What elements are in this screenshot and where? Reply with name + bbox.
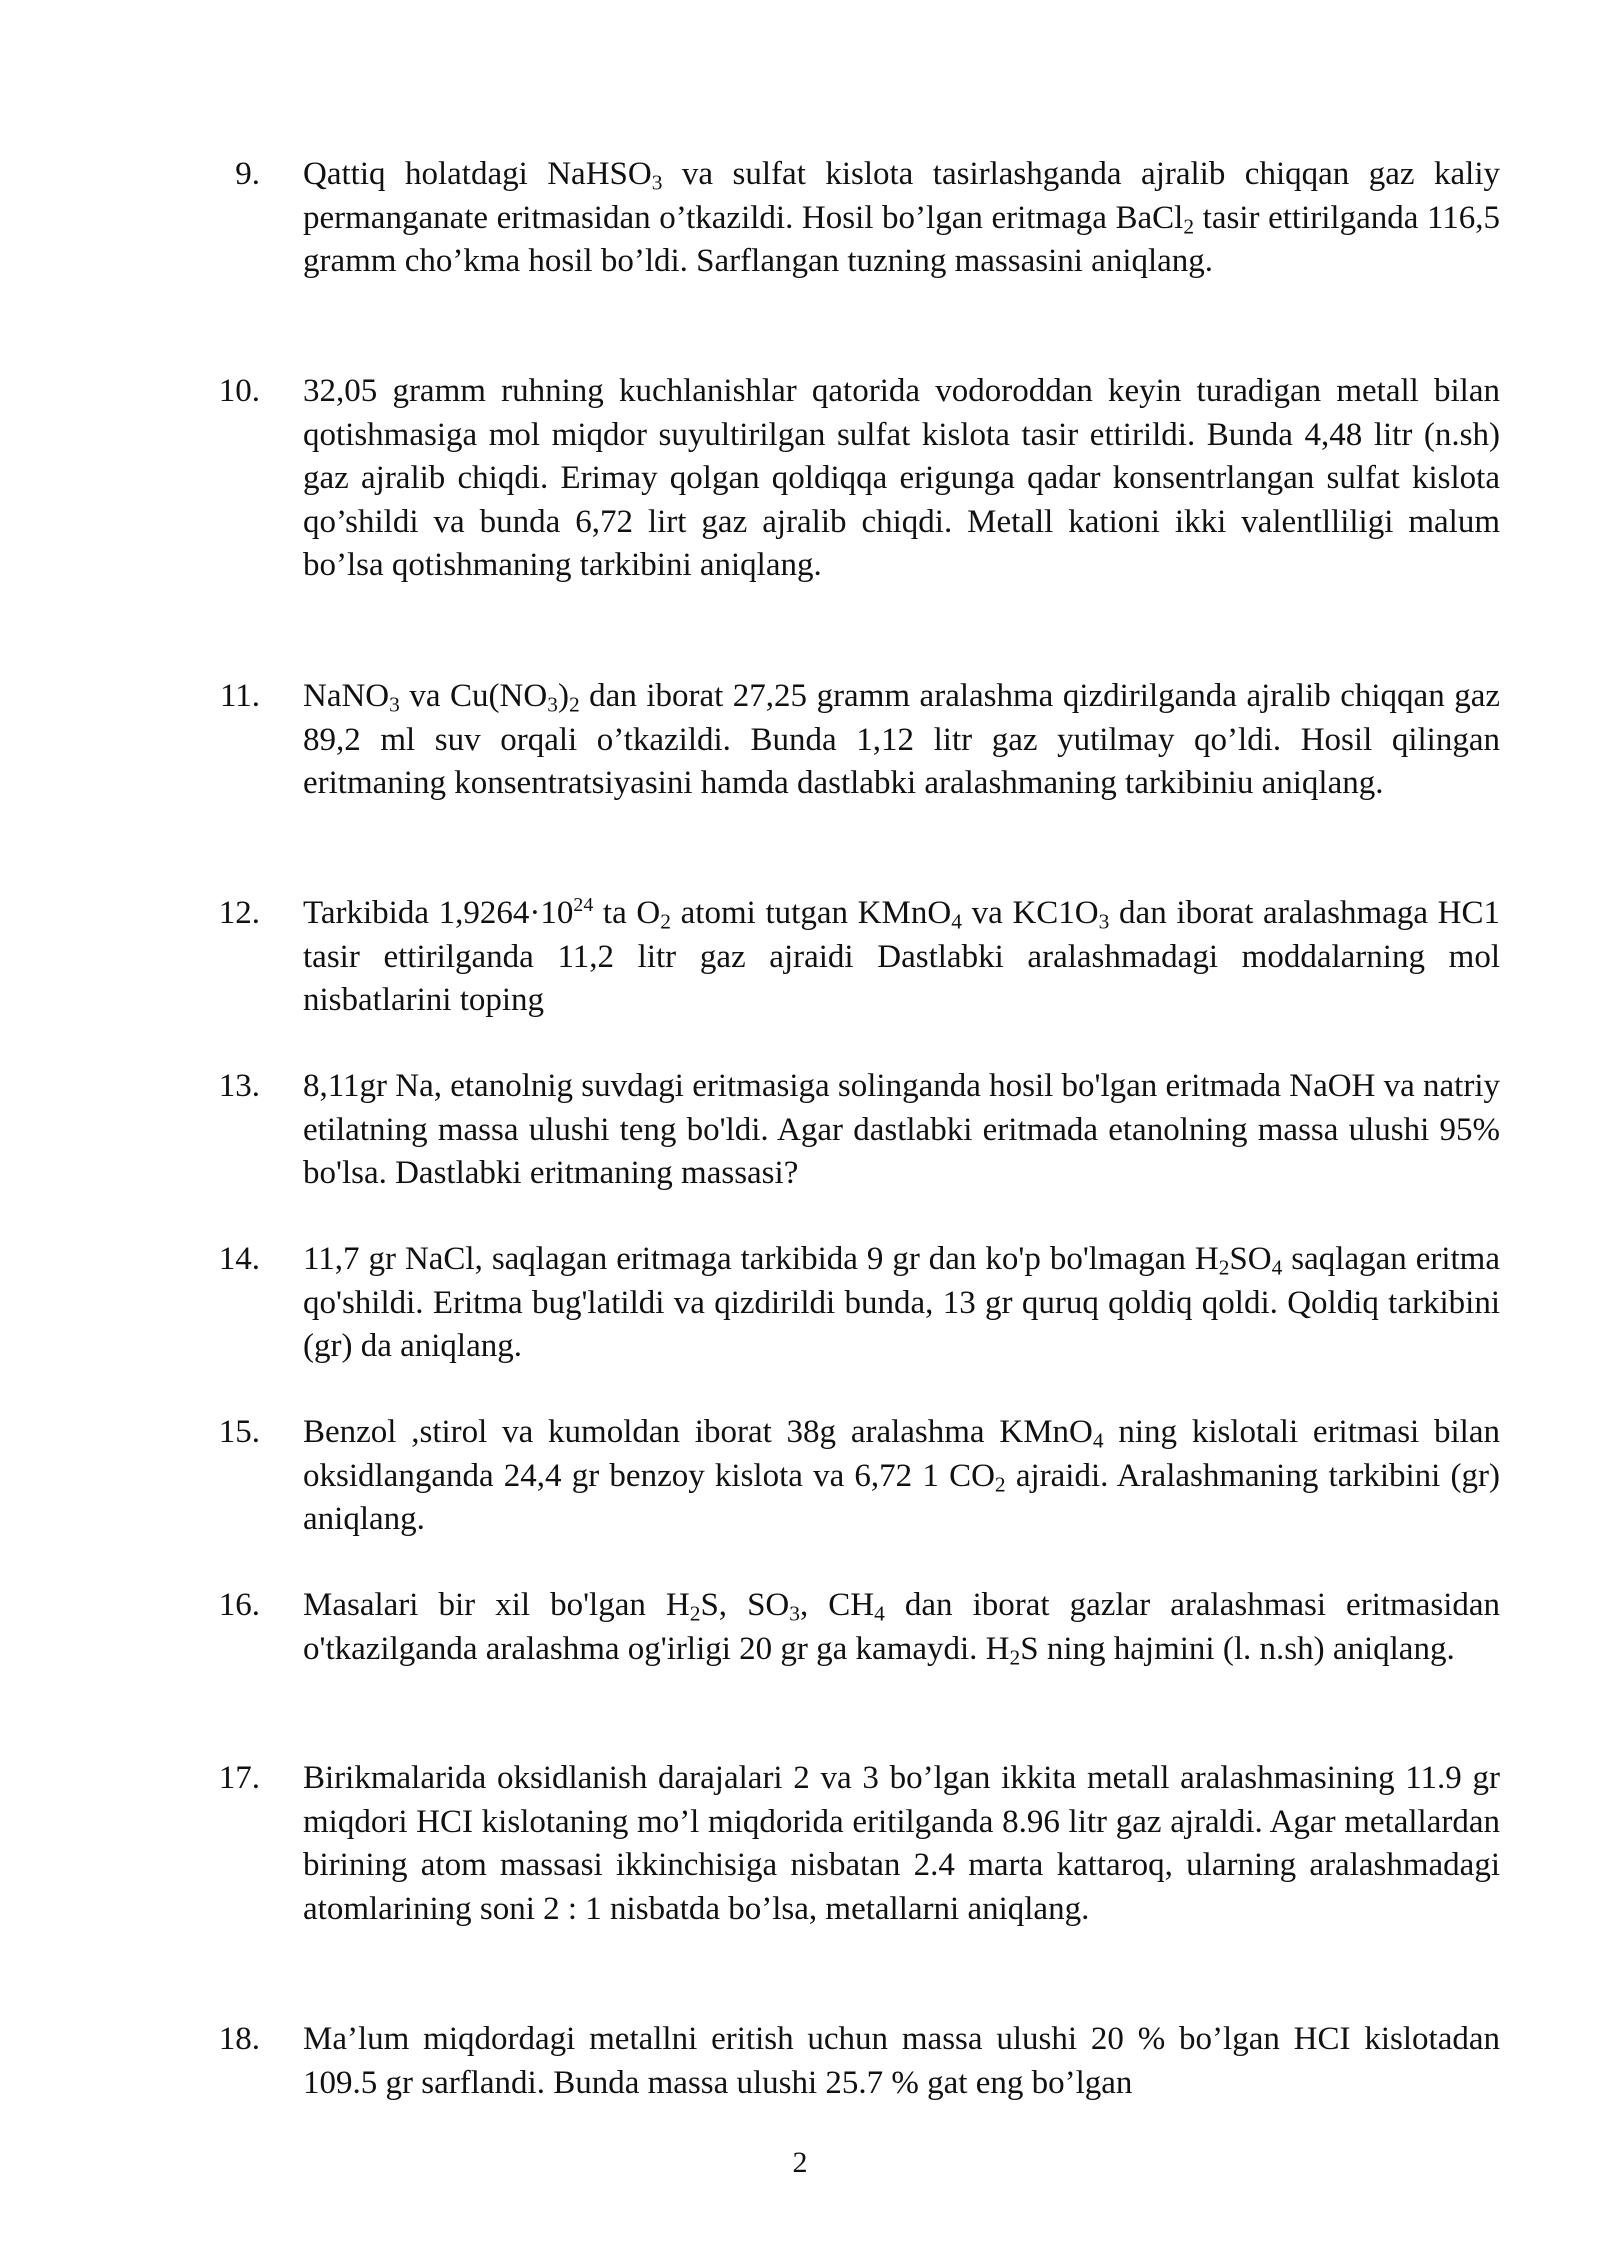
problem-text: Tarkibida $1,9264\cdot 10^{24}$ ta $O_2$ atomi tutgan KMnO$_4$ va $KC1O_3$ dan iborat aralashmaga HC1 tasir ettirilganda 11,2 litr gaz ajraidi Dastlabki aralashmadagi moddalarning mol nisbatlarini toping — [303, 894, 1501, 1018]
problem-number: 10. — [218, 373, 260, 409]
problem-number: 16. — [218, 1587, 260, 1623]
problem-number: 15. — [218, 1414, 260, 1450]
problem-number: 12. — [218, 895, 260, 931]
problem-text: Qattiq holatdagi NaHSO$_3$ va sulfat kislota tasirlashganda ajralib chiqqan gaz kaliy permanganate eritmasidan o’tkazildi. Hosil bo’lgan eritmaga BaCl$_2$ tasir ettirilganda 116,5 gramm cho’kma hosil bo’ldi. Sarflangan tuzning massasini aniqlang. — [303, 156, 1500, 279]
problem-number: 11. — [219, 678, 260, 714]
problem-text: Ma’lum miqdordagi metallni eritish uchun massa ulushi 20 % bo’lgan HCI kislotadan 109.5 gr sarflandi. Bunda massa ulushi 25.7 % gat eng bo’lgan — [303, 2021, 1500, 2101]
problem-text: NaNO$_3$ va $Cu(NO_3)_2$ dan iborat 27,25 gramm aralashma qizdirilganda ajralib chiqqan gaz 89,2 ml suv orqali o’tkazildi. Bunda 1,12 litr gaz yutilmay qo’ldi. Hosil qilingan eritmaning konsentratsiyasini hamda dastlabki aralashmaning tarkibiniu aniqlang. — [303, 678, 1501, 801]
problem-text: Benzol ,stirol va kumoldan iborat 38g aralashma KMnO$_4$ ning kislotali eritmasi bilan oksidlanganda 24,4 gr benzoy kislota va 6,72 1 $CO_2$ ajraidi. Aralashmaning tarkibini (gr) aniqlang. — [303, 1414, 1501, 1537]
problem-number: 9. — [235, 156, 260, 192]
page-number: 2 — [792, 2146, 808, 2179]
problem-text: Masalari bir xil bo'lgan $H_2S$, $SO_3$, $CH_4$ dan iborat gazlar aralashmasi eritmasidan o'tkazilganda aralashma og'irligi 20 gr ga kamaydi. $H_2S$ ning hajmini (l. n.sh) aniqlang. — [303, 1587, 1501, 1669]
problem-text: 8,11gr Na, etanolnig suvdagi eritmasiga solinganda hosil bo'lgan eritmada NaOH va natriy etilatning massa ulushi teng bo'ldi. Agar dastlabki eritmada etanolning massa ulushi 95% bo'lsa. Dastlabki eritmaning massasi? — [303, 1068, 1501, 1191]
problem-text: 11,7 gr NaCl, saqlagan eritmaga tarkibida 9 gr dan ko'p bo'lmagan $H_2SO_4$ saqlagan eritma qo'shildi. Eritma bug'latildi va qizdirildi bunda, 13 gr quruq qoldiq qoldi. Qoldiq tarkibini (gr) da aniqlang. — [303, 1241, 1500, 1364]
problem-number: 18. — [218, 2021, 260, 2057]
problem-number: 14. — [218, 1241, 260, 1277]
problem-text: Birikmalarida oksidlanish darajalari 2 va 3 bo’lgan ikkita metall aralashmasining 11.9 gr miqdori HCI kislotaning mo’l miqdorida eritilganda 8.96 litr gaz ajraldi. Agar metallardan birining atom massasi ikkinchisiga nisbatan 2.4 marta kattaroq, ularning aralashmadagi atomlarining soni 2 : 1 nisbatda bo’lsa, metallarni aniqlang. — [303, 1760, 1500, 1927]
problem-number: 13. — [218, 1068, 260, 1104]
problem-text: 32,05 gramm ruhning kuchlanishlar qatorida vodoroddan keyin turadigan metall bilan qotishmasiga mol miqdor suyultirilgan sulfat kislota tasir ettirildi. Bunda 4,48 litr (n.sh) gaz ajralib chiqdi. Erimay qolgan qoldiqqa erigunga qadar konsentrlangan sulfat kislota qo’shildi va bunda 6,72 lirt gaz ajralib chiqdi. Metall kationi ikki valentlliligi malum bo’lsa qotishmaning tarkibini aniqlang. — [303, 373, 1500, 583]
problem-number: 17. — [218, 1760, 260, 1796]
